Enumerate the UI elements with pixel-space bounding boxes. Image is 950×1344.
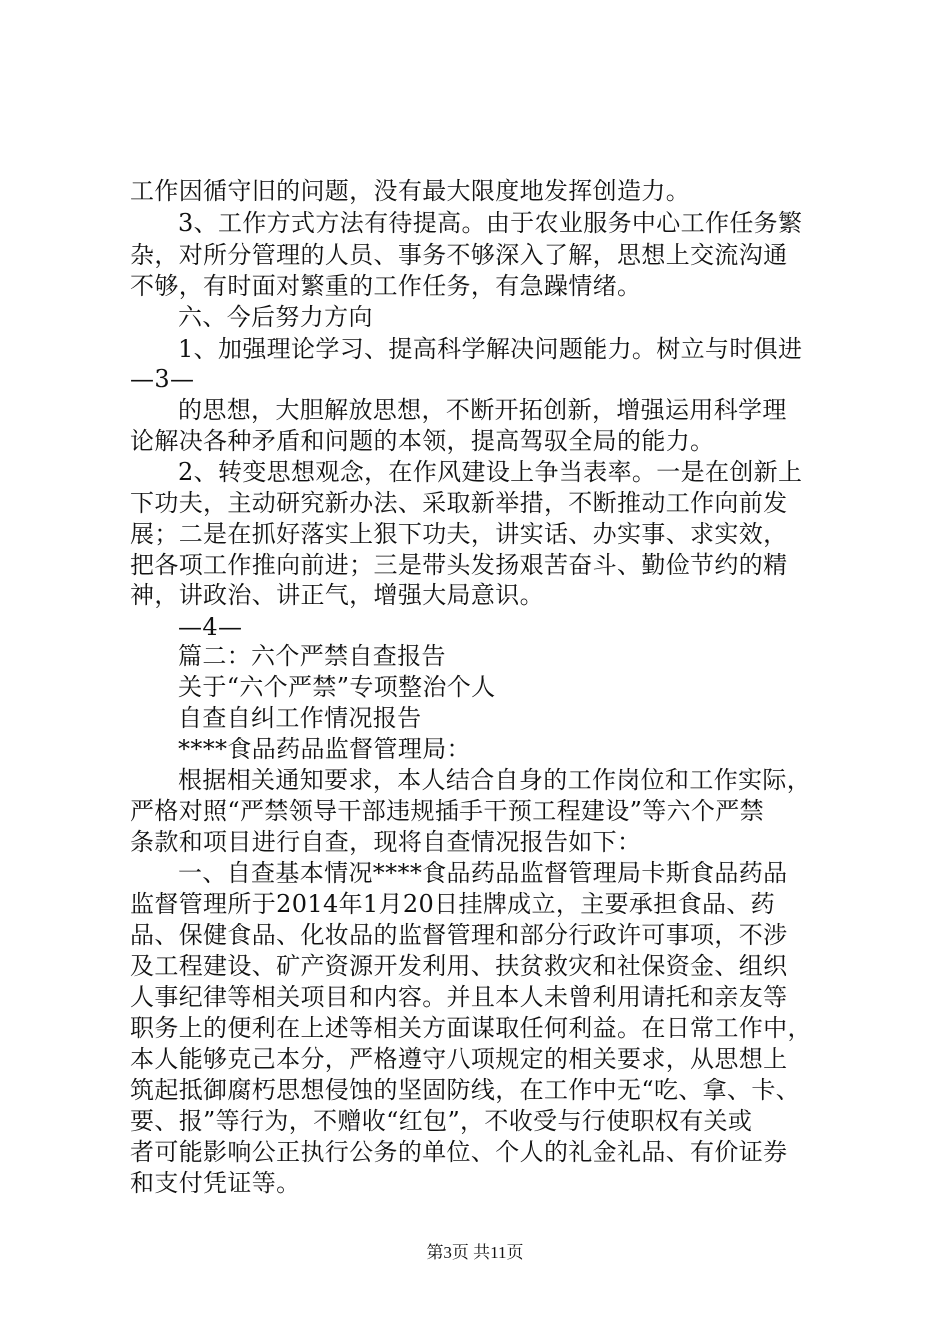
text-line: 及工程建设、矿产资源开发利用、扶贫救灾和社保资金、组织 [130,952,788,980]
text-line: 神，讲政治、讲正气，增强大局意识。 [130,581,544,609]
addressee: ****食品药品监督管理局： [178,735,471,763]
page-number-footer: 第3页 共11页 [426,1243,524,1262]
report-title: 关于“六个严禁”专项整治个人 [178,673,496,701]
text-line: 一、自查基本情况****食品药品监督管理局卡斯食品药品 [178,859,788,887]
text-line: 2、转变思想观念，在作风建设上争当表率。一是在创新上 [178,458,803,486]
text-line: 的思想，大胆解放思想，不断开拓创新，增强运用科学理 [178,396,787,424]
text-line: 要、报”等行为，不赠收“红包”，不收受与行使职权有关或 [130,1107,753,1135]
text-line: 杂，对所分管理的人员、事务不够深入了解，思想上交流沟通 [130,241,788,269]
text-line: 职务上的便利在上述等相关方面谋取任何利益。在日常工作中， [130,1014,812,1042]
text-line: 监督管理所于2014年1月20日挂牌成立，主要承担食品、药 [130,890,776,918]
section-heading: 六、今后努力方向 [178,303,373,331]
text-line: 把各项工作推向前进；三是带头发扬艰苦奋斗、勤俭节约的精 [130,551,788,579]
text-line: 1、加强理论学习、提高科学解决问题能力。树立与时俱进 [178,335,803,363]
page-marker: —3— [130,365,195,393]
text-line: 严格对照“严禁领导干部违规插手干预工程建设”等六个严禁 [130,797,764,825]
report-title: 自查自纠工作情况报告 [178,704,422,732]
text-line: 论解决各种矛盾和问题的本领，提高驾驭全局的能力。 [130,427,715,455]
text-line: 工作因循守旧的问题，没有最大限度地发挥创造力。 [130,177,691,205]
text-line: 和支付凭证等。 [130,1169,301,1197]
text-line: 展；二是在抓好落实上狠下功夫，讲实话、办实事、求实效， [130,520,788,548]
text-line: 者可能影响公正执行公务的单位、个人的礼金礼品、有价证券 [130,1138,788,1166]
page-marker: —4— [178,613,243,641]
text-line: 不够，有时面对繁重的工作任务，有急躁情绪。 [130,272,642,300]
section-heading: 篇二：六个严禁自查报告 [178,642,446,670]
text-line: 人事纪律等相关项目和内容。并且本人未曾利用请托和亲友等 [130,983,788,1011]
text-line: 根据相关通知要求，本人结合自身的工作岗位和工作实际， [178,766,812,794]
text-line: 条款和项目进行自查，现将自查情况报告如下： [130,828,642,856]
text-line: 品、保健食品、化妆品的监督管理和部分行政许可事项，不涉 [130,921,788,949]
text-line: 本人能够克己本分，严格遵守八项规定的相关要求，从思想上 [130,1045,788,1073]
text-line: 3、工作方式方法有待提高。由于农业服务中心工作任务繁 [178,209,803,237]
text-line: 筑起抵御腐朽思想侵蚀的坚固防线，在工作中无“吃、拿、卡、 [130,1076,801,1104]
text-line: 下功夫，主动研究新办法、采取新举措，不断推动工作向前发 [130,489,788,517]
